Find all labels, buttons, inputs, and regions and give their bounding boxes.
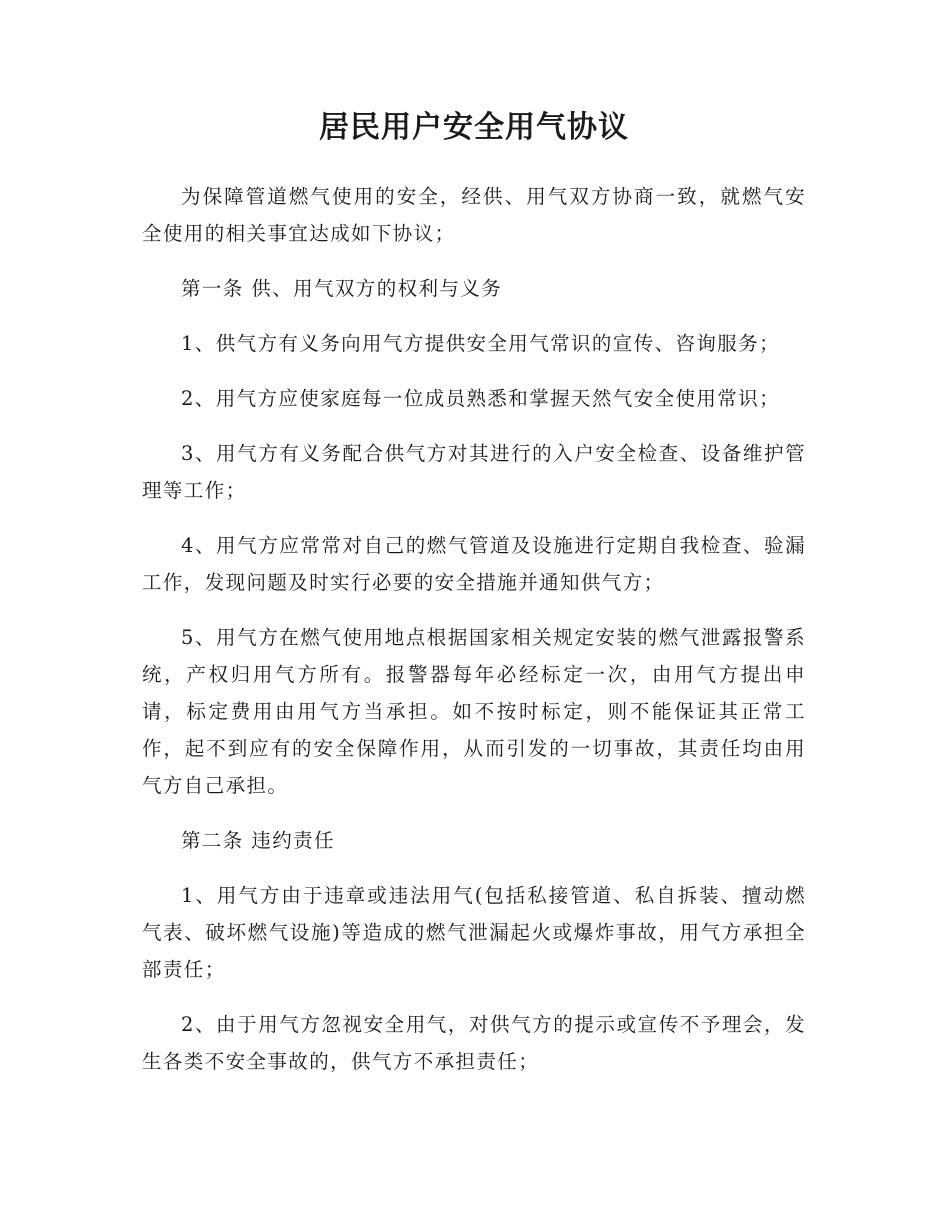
intro-paragraph: 为保障管道燃气使用的安全，经供、用气双方协商一致，就燃气安全使用的相关事宜达成如下协议； (142, 185, 806, 245)
document-title: 居民用户安全用气协议 (319, 110, 629, 145)
article-2-item-1: 1、用气方由于违章或违法用气(包括私接管道、私自拆装、擅动燃气表、破坏燃气设施)等造成的燃气泄漏起火或爆炸事故，用气方承担全部责任； (142, 884, 806, 981)
article-1-item-4: 4、用气方应常常对自己的燃气管道及设施进行定期自我检查、验漏工作，发现问题及时实行必要的安全措施并通知供气方； (142, 534, 806, 594)
article-1-item-2: 2、用气方应使家庭每一位成员熟悉和掌握天然气安全使用常识； (181, 387, 781, 410)
article-2-heading: 第二条 违约责任 (181, 829, 335, 852)
article-1-item-5: 5、用气方在燃气使用地点根据国家相关规定安装的燃气泄露报警系统，产权归用气方所有。报警器每年必经标定一次，由用气方提出申请，标定费用由用气方当承担。如不按时标定，则不能保证其正常工作，起不到应有的安全保障作用，从而引发的一切事故，其责任均由用气方自己承担。 (142, 626, 806, 797)
article-1-item-1: 1、供气方有义务向用气方提供安全用气常识的宣传、咨询服务； (181, 332, 781, 355)
article-2-item-2: 2、由于用气方忽视安全用气，对供气方的提示或宣传不予理会，发生各类不安全事故的，供气方不承担责任； (142, 1013, 806, 1073)
document-page (142, 104, 806, 1098)
article-1-heading: 第一条 供、用气双方的权利与义务 (181, 277, 503, 300)
article-1-item-3: 3、用气方有义务配合供气方对其进行的入户安全检查、设备维护管理等工作； (142, 442, 806, 502)
